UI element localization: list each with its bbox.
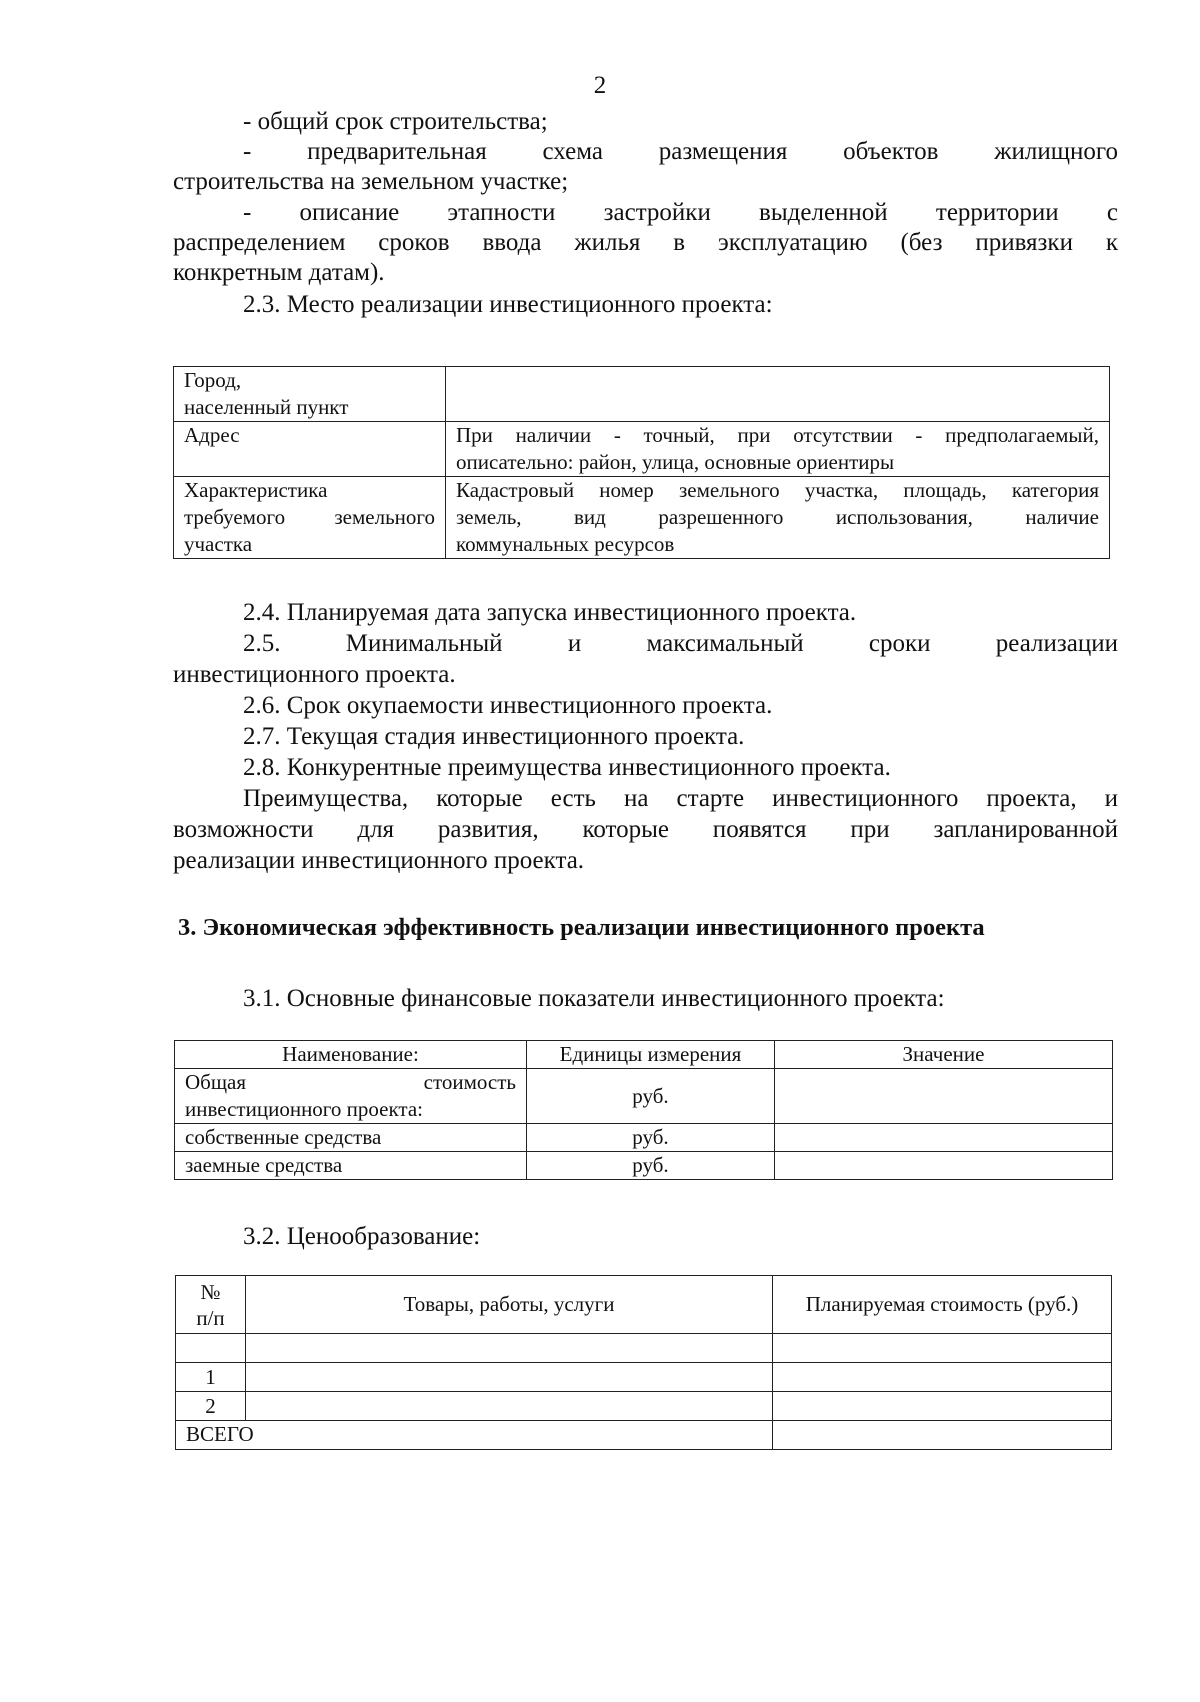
- table-cell: собственные средства: [175, 1124, 527, 1152]
- table-cell: [246, 1363, 773, 1392]
- paragraph: 2.7. Текущая стадия инвестиционного проекта.: [243, 723, 745, 750]
- cell-line: При наличии - точный, при отсутствии - предполагаемый,: [456, 423, 1099, 447]
- paragraph-continuation: реализации инвестиционного проекта.: [173, 847, 585, 874]
- table-cell: [175, 1069, 527, 1124]
- table-row: [174, 422, 1110, 477]
- header-value: Значение: [775, 1041, 1113, 1069]
- table-cell: [773, 1392, 1112, 1421]
- table-cell: [446, 367, 1110, 422]
- table-row: [176, 1334, 1112, 1363]
- cell-word: стоимость: [423, 1070, 516, 1094]
- total-value: [773, 1421, 1112, 1450]
- cell-line: описательно: район, улица, основные ориентиры: [456, 450, 895, 474]
- cell-line: Характеристика: [184, 478, 328, 502]
- table-row: [174, 367, 1110, 422]
- page-number: 2: [593, 72, 607, 99]
- header-num: [176, 1276, 246, 1334]
- cell-line: Адрес: [184, 423, 240, 447]
- paragraph: 2.8. Конкурентные преимущества инвестиционного проекта.: [243, 754, 891, 781]
- section-3-2-title: 3.2. Ценообразование:: [243, 1223, 481, 1250]
- table-cell: [246, 1392, 773, 1421]
- table-cell: [246, 1334, 773, 1363]
- table-cell: [775, 1124, 1113, 1152]
- paragraph: 2.4. Планируемая дата запуска инвестиционного проекта.: [243, 599, 857, 626]
- section-3-1-title: 3.1. Основные финансовые показатели инвестиционного проекта:: [243, 985, 945, 1012]
- cell-line: требуемого земельного: [184, 505, 435, 529]
- finance-table: [174, 1040, 1113, 1180]
- table-cell: [773, 1334, 1112, 1363]
- table-header-row: [176, 1276, 1112, 1334]
- list-item: - описание этапности застройки выделенной территории с: [243, 199, 1118, 226]
- pricing-table: [175, 1275, 1112, 1450]
- section-2-3-title: 2.3. Место реализации инвестиционного проекта:: [243, 291, 773, 318]
- table-cell: 2: [176, 1392, 246, 1421]
- total-label: ВСЕГО: [176, 1421, 773, 1450]
- cell-line: Город,: [184, 368, 242, 392]
- header-unit: Единицы измерения: [527, 1041, 775, 1069]
- table-header-row: [175, 1041, 1113, 1069]
- cell-line: коммунальных ресурсов: [456, 532, 675, 556]
- list-item: - предварительная схема размещения объектов жилищного: [243, 138, 1118, 165]
- list-item-continuation: распределением сроков ввода жилья в эксплуатацию (без привязки к: [173, 229, 1118, 256]
- list-item-continuation: конкретным датам).: [173, 259, 385, 286]
- header-name: Наименование:: [175, 1041, 527, 1069]
- table-row: [174, 477, 1110, 559]
- paragraph: 2.6. Срок окупаемости инвестиционного проекта.: [243, 692, 773, 719]
- table-cell: [775, 1152, 1113, 1180]
- paragraph-continuation: возможности для развития, которые появятся при запланированной: [173, 816, 1118, 843]
- header-cost: Планируемая стоимость (руб.): [773, 1276, 1112, 1334]
- table-cell: заемные средства: [175, 1152, 527, 1180]
- header-num-abbr: п/п: [196, 1305, 225, 1330]
- list-item-continuation: строительства на земельном участке;: [173, 168, 569, 195]
- table-cell: [174, 477, 446, 559]
- table-cell: 1: [176, 1363, 246, 1392]
- table-row: [175, 1069, 1113, 1124]
- table-cell: руб.: [527, 1124, 775, 1152]
- cell-line: земель, вид разрешенного использования, наличие: [456, 505, 1099, 529]
- cell-line: населенный пункт: [184, 395, 349, 419]
- list-item: - общий срок строительства;: [243, 108, 548, 135]
- table-row: [175, 1152, 1113, 1180]
- cell-word: Общая: [185, 1070, 247, 1094]
- section-3-heading: 3. Экономическая эффективность реализации инвестиционного проекта: [178, 914, 985, 941]
- cell-line: инвестиционного проекта:: [185, 1097, 423, 1121]
- header-item: Товары, работы, услуги: [246, 1276, 773, 1334]
- table-total-row: [176, 1421, 1112, 1450]
- paragraph: Преимущества, которые есть на старте инвестиционного проекта, и: [243, 785, 1118, 812]
- header-num-sign: №: [200, 1279, 221, 1304]
- paragraph-continuation: инвестиционного проекта.: [173, 661, 456, 688]
- table-row: [176, 1392, 1112, 1421]
- cell-line: участка: [184, 532, 253, 556]
- table-cell: [174, 422, 446, 477]
- table-cell: [446, 422, 1110, 477]
- table-cell: руб.: [527, 1069, 775, 1124]
- table-cell: руб.: [527, 1152, 775, 1180]
- table-cell: [174, 367, 446, 422]
- table-row: [175, 1124, 1113, 1152]
- table-cell: [446, 477, 1110, 559]
- paragraph: 2.5. Минимальный и максимальный сроки реализации: [243, 630, 1118, 657]
- table-cell: [176, 1334, 246, 1363]
- table-cell: [773, 1363, 1112, 1392]
- cell-line: Кадастровый номер земельного участка, площадь, категория: [456, 478, 1099, 502]
- table-row: [176, 1363, 1112, 1392]
- table-cell: [775, 1069, 1113, 1124]
- location-table: [173, 366, 1110, 559]
